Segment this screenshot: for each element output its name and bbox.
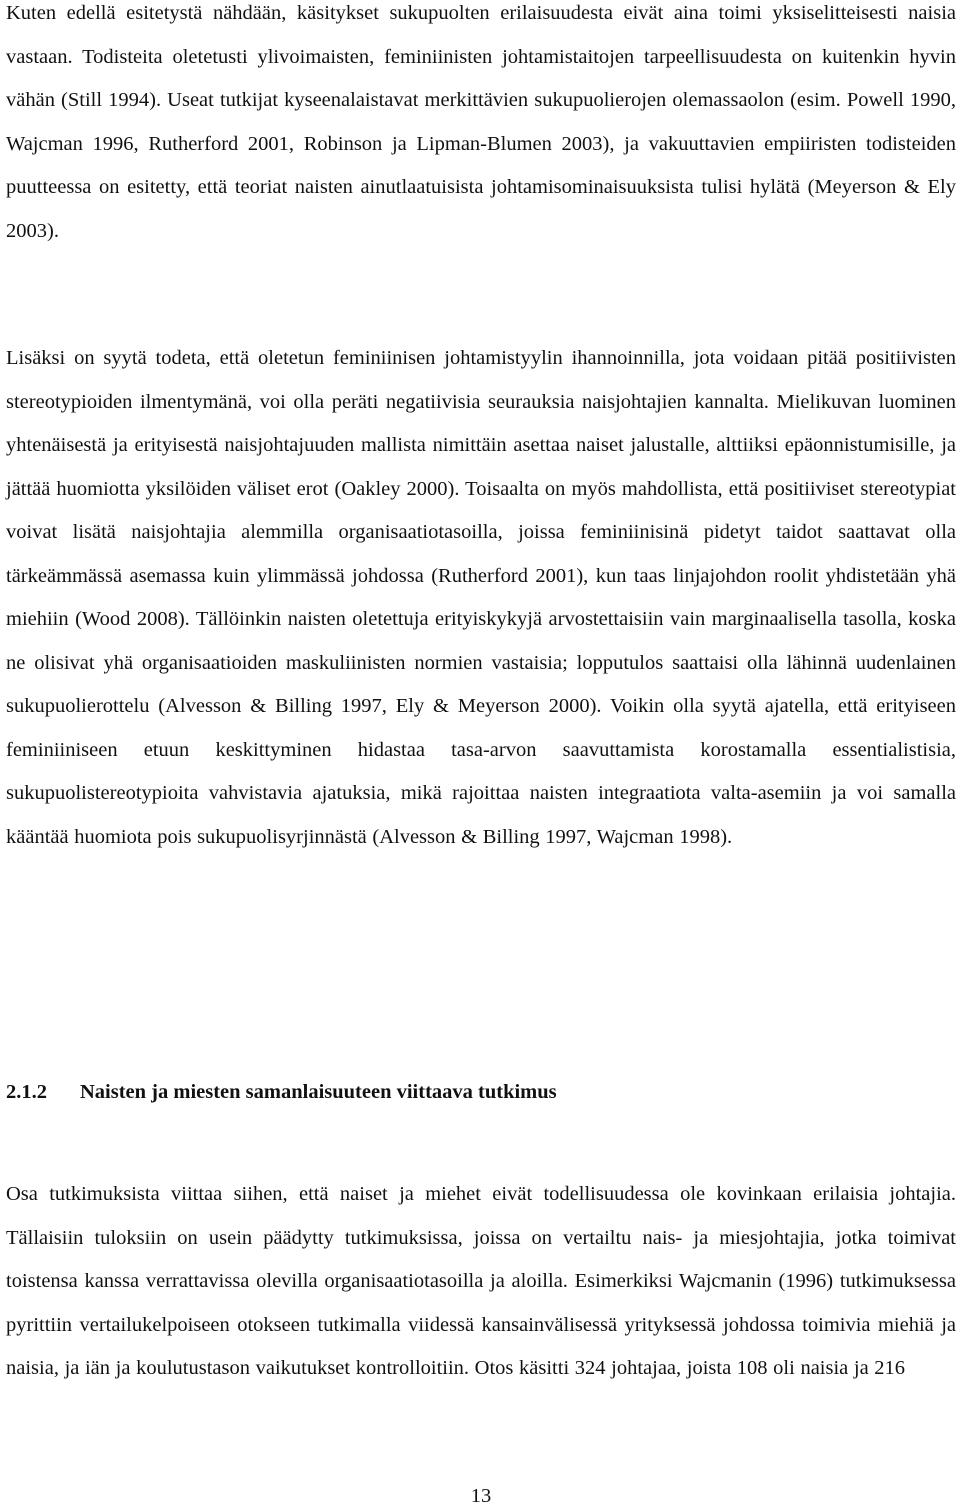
paragraph-2: Lisäksi on syytä todeta, että oletetun feminiinisen johtamistyylin ihannoinnilla, jota voidaan pitää positiivisten stereotypioiden ilmentymänä, voi olla peräti negatiivisia seurauksia naisjohtajien kannalta. Mielikuvan luominen yhtenäisestä ja erityisestä naisjohtajuuden mallista nimittäin asettaa naiset jalustalle, alttiiksi epäonnistumisille, ja jättää huomiotta yksilöiden väliset erot (Oakley 2000). Toisaalta on myös mahdollista, että positiiviset stereotypiat voivat lisätä naisjohtajia alemmilla organisaatiotasoilla, joissa feminiinisinä pidetyt taidot saattavat olla tärkeämmässä asemassa kuin ylimmässä johdossa (Rutherford 2001), kun taas linjajohdon roolit yhdistetään yhä miehiin (Wood 2008). Tällöinkin naisten oletettuja erityiskykyjä arvostettaisiin vain marginaalisella tasolla, koska ne olisivat yhä organisaatioiden maskuliinisten normien vastaisia; lopputulos saattaisi olla lähinnä uudenlainen sukupuolierottelu (Alvesson & Billing 1997, Ely & Meyerson 2000). Voikin olla syytä ajatella, että erityiseen feminiiniseen etuun keskittyminen hidastaa tasa-arvon saavuttamista korostamalla essentialistisia, sukupuolistereotypioita vahvistavia ajatuksia, mikä rajoittaa naisten integraatiota valta-asemiin ja voi samalla kääntää huomiota pois sukupuolisyrjinnästä (Alvesson & Billing 1997, Wajcman 1998).	[6, 347, 956, 848]
paragraph-3: Osa tutkimuksista viittaa siihen, että naiset ja miehet eivät todellisuudessa ole kovinkaan erilaisia johtajia. Tällaisiin tuloksiin on usein päädytty tutkimuksissa, joissa on vertailtu nais- ja miesjohtajia, jotka toimivat toistensa kanssa verrattavissa olevilla organisaatiotasoilla ja aloilla. Esimerkiksi Wajcmanin (1996) tutkimuksessa pyrittiin vertailukelpoiseen otokseen tutkimalla viidessä kansainvälisessä yrityksessä johdossa toimivia miehiä ja naisia, ja iän ja koulutustason vaikutukset kontrolloitiin. Otos käsitti 324 johtajaa, joista 108 oli naisia ja 216	[6, 1183, 956, 1380]
section-heading	[6, 1081, 557, 1104]
document-page	[6, 0, 956, 1509]
section-title: Naisten ja miesten samanlaisuuteen viittaava tutkimus	[80, 1081, 557, 1103]
paragraph-1: Kuten edellä esitetystä nähdään, käsitykset sukupuolten erilaisuudesta eivät aina toimi yksiselitteisesti naisia vastaan. Todisteita oletetusti ylivoimaisten, feminiinisten johtamistaitojen tarpeellisuudesta on kuitenkin hyvin vähän (Still 1994). Useat tutkijat kyseenalaistavat merkittävien sukupuolierojen olemassaolon (esim. Powell 1990, Wajcman 1996, Rutherford 2001, Robinson ja Lipman-Blumen 2003), ja vakuuttavien empiiristen todisteiden puutteessa on esitetty, että teoriat naisten ainutlaatuisista johtamisominaisuuksista tulisi hylätä (Meyerson & Ely 2003).	[6, 2, 956, 242]
section-number: 2.1.2	[6, 1081, 47, 1103]
page-number: 13	[470, 1485, 492, 1507]
